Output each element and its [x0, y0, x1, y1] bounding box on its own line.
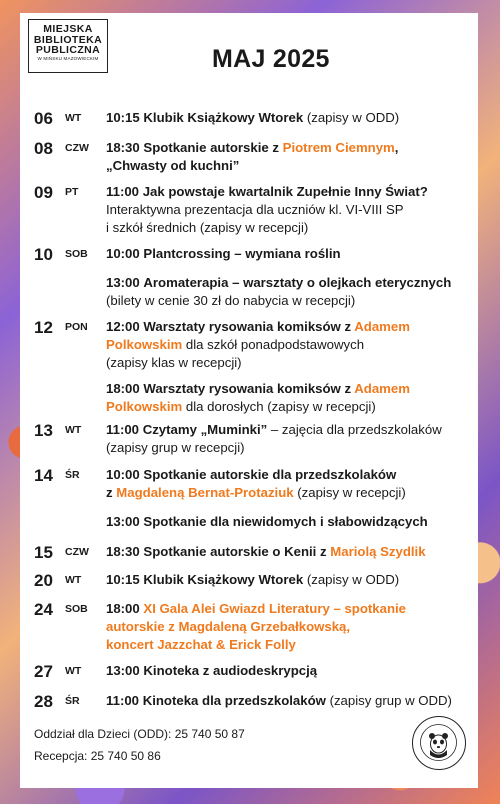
event-date: 06: [34, 109, 53, 128]
event-title: z: [106, 485, 117, 500]
event-weekday: CZW: [65, 546, 89, 558]
event-title: Kinoteka dla przedszkolaków: [142, 693, 326, 708]
event-description: dla szkół ponadpodstawowych: [182, 337, 365, 352]
event-weekday: PT: [65, 186, 79, 198]
event-time: 13:00: [106, 514, 140, 529]
event-time: 18:00: [106, 381, 140, 396]
event-title: Kinoteka z audiodeskrypcją: [143, 663, 318, 678]
event-person: Mariolą Szydlik: [330, 544, 426, 559]
event-title: koncert Jazzchat & Erick Folly: [106, 637, 296, 652]
event-title: Czytamy „Muminki”: [142, 422, 268, 437]
event-weekday: WT: [65, 112, 82, 124]
event-weekday: WT: [65, 424, 82, 436]
event-title: Jak powstaje kwartalnik Zupełnie Inny Świat?: [142, 184, 428, 199]
event-description: dla dorosłych (zapisy w recepcji): [182, 399, 376, 414]
event-text: [106, 543, 466, 561]
event-title: autorskie z Magdaleną Grzebałkowską,: [106, 619, 351, 634]
event-text: [106, 274, 466, 310]
event-time: 18:00: [106, 601, 140, 616]
event-time: 18:30: [106, 140, 140, 155]
event-note: (zapisy w ODD): [303, 572, 400, 587]
logo-line: BIBLIOTEKA: [33, 33, 103, 46]
event-title: Spotkanie autorskie o Kenii z: [143, 544, 331, 559]
library-logo: [28, 19, 108, 73]
event-weekday: ŚR: [65, 695, 80, 707]
event-weekday: CZW: [65, 142, 89, 154]
event-date: 20: [34, 571, 53, 590]
event-time: 10:00: [106, 246, 140, 261]
event-subtitle: „Chwasty od kuchni”: [106, 158, 240, 173]
event-date: 09: [34, 183, 53, 202]
event-date: 14: [34, 466, 53, 485]
event-time: 10:15: [106, 110, 140, 125]
event-text: [106, 109, 466, 127]
event-title: Warsztaty rysowania komiksów z: [143, 319, 355, 334]
event-weekday: ŚR: [65, 469, 80, 481]
calendar-panel: [20, 13, 478, 788]
event-person: Adamem: [354, 381, 410, 396]
event-date: 28: [34, 692, 53, 711]
logo-subline: W MIŃSKU MAZOWIECKIM: [37, 55, 99, 61]
event-time: 10:15: [106, 572, 140, 587]
event-date: 10: [34, 245, 53, 264]
event-title: Aromaterapia – warsztaty o olejkach eterycznych: [143, 275, 452, 290]
event-title: Klubik Książkowy Wtorek: [143, 110, 304, 125]
event-date: 15: [34, 543, 53, 562]
event-text: [106, 139, 466, 175]
logo-line: MIEJSKA: [43, 23, 93, 35]
event-time: 12:00: [106, 319, 140, 334]
event-note: – zajęcia dla przedszkolaków: [267, 422, 442, 437]
event-text: [106, 662, 466, 680]
event-person: Adamem: [354, 319, 410, 334]
page-title: MAJ 2025: [212, 45, 330, 73]
event-description: i szkół średnich (zapisy w recepcji): [106, 220, 309, 235]
event-text: [106, 466, 466, 502]
event-weekday: SOB: [65, 248, 88, 260]
event-date: 12: [34, 318, 53, 337]
event-title: Warsztaty rysowania komiksów z: [143, 381, 355, 396]
event-text: [106, 421, 466, 457]
event-description: (zapisy w recepcji): [293, 485, 406, 500]
event-weekday: SOB: [65, 603, 88, 615]
event-time: 11:00: [106, 184, 140, 199]
event-person: Polkowskim: [106, 337, 183, 352]
event-title: Plantcrossing – wymiana roślin: [143, 246, 341, 261]
event-note: (zapisy grup w ODD): [325, 693, 452, 708]
event-time: 18:30: [106, 544, 140, 559]
event-date: 13: [34, 421, 53, 440]
event-text: [106, 318, 466, 372]
event-time: 13:00: [106, 663, 140, 678]
event-weekday: WT: [65, 665, 82, 677]
event-text: [106, 692, 466, 710]
event-title: Spotkanie autorskie dla przedszkolaków: [143, 467, 397, 482]
event-weekday: WT: [65, 574, 82, 586]
event-text: [106, 380, 466, 416]
event-text: [106, 183, 466, 237]
event-title: Spotkanie dla niewidomych i słabowidzących: [143, 514, 428, 529]
event-text: [106, 571, 466, 589]
event-time: 10:00: [106, 467, 140, 482]
footer-contact: Recepcja: 25 740 50 86: [34, 749, 161, 763]
library-stamp-icon: [412, 716, 466, 770]
event-description: (bilety w cenie 30 zł do nabycia w recepcji): [106, 293, 356, 308]
event-title: XI Gala Alei Gwiazd Literatury – spotkanie: [143, 601, 407, 616]
event-title: Spotkanie autorskie z: [143, 140, 283, 155]
event-note: (zapisy w ODD): [303, 110, 400, 125]
event-time: 11:00: [106, 422, 140, 437]
event-title: ,: [394, 140, 399, 155]
event-date: 08: [34, 139, 53, 158]
event-person: Magdaleną Bernat-Protaziuk: [116, 485, 294, 500]
event-text: [106, 600, 466, 654]
event-description: (zapisy grup w recepcji): [106, 440, 245, 455]
event-text: [106, 513, 466, 531]
event-person: Polkowskim: [106, 399, 183, 414]
event-person: Piotrem Ciemnym: [282, 140, 395, 155]
event-title: Klubik Książkowy Wtorek: [143, 572, 304, 587]
event-date: 24: [34, 600, 53, 619]
event-date: 27: [34, 662, 53, 681]
event-text: [106, 245, 466, 263]
event-description: Interaktywna prezentacja dla uczniów kl. VI-VIII SP: [106, 202, 404, 217]
logo-line: PUBLICZNA: [35, 44, 101, 56]
event-description: (zapisy klas w recepcji): [106, 355, 242, 370]
event-time: 13:00: [106, 275, 140, 290]
event-weekday: PON: [65, 321, 88, 333]
footer-contact: Oddział dla Dzieci (ODD): 25 740 50 87: [34, 727, 245, 741]
event-time: 11:00: [106, 693, 140, 708]
